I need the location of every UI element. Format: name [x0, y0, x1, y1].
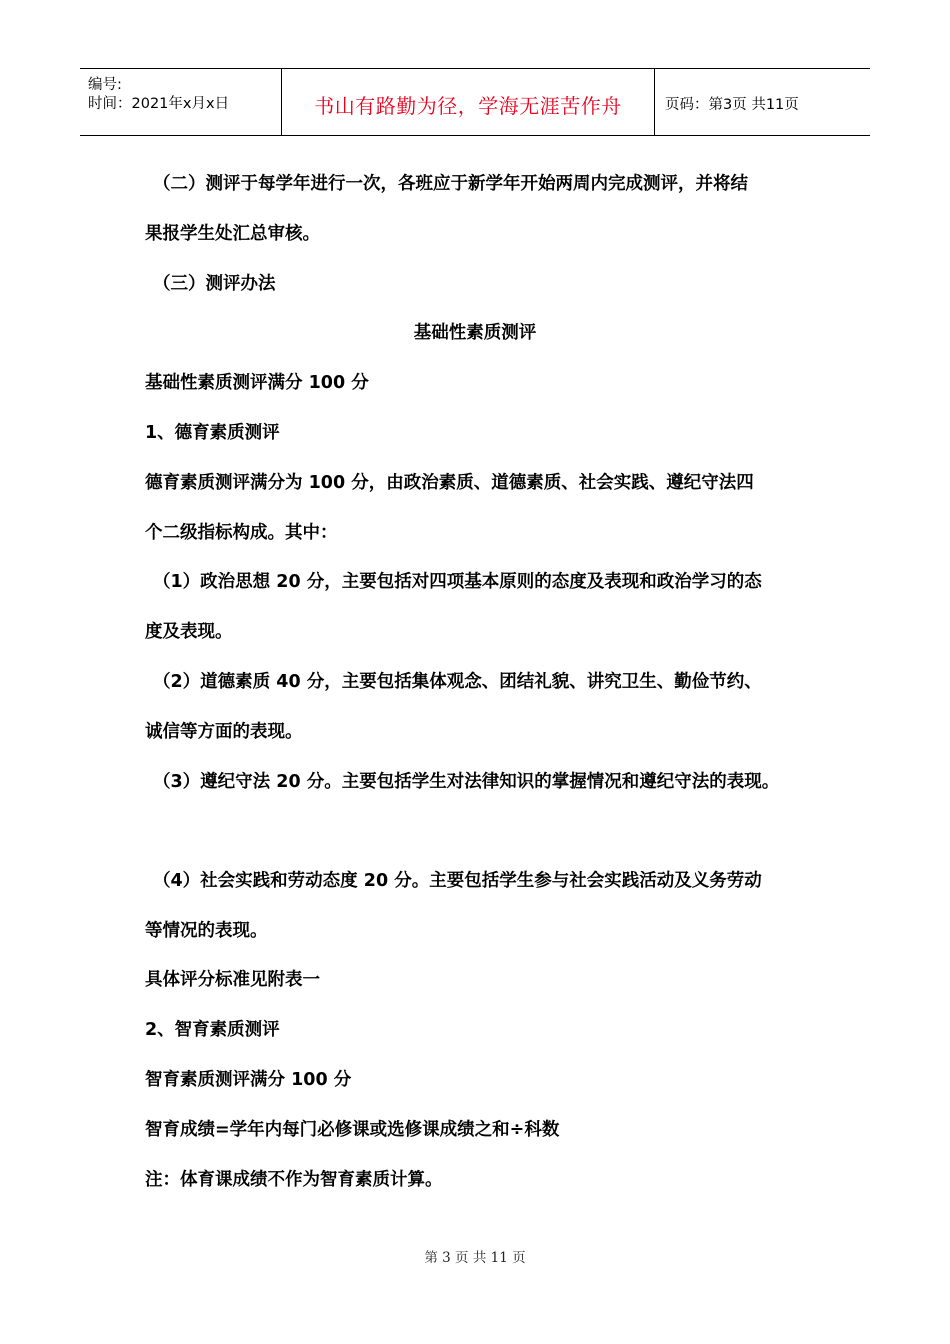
- paragraph-line: （2）道德素质 40 分，主要包括集体观念、团结礼貌、讲究卫生、勤俭节约、: [153, 672, 762, 692]
- header-meta-cell: [80, 69, 282, 135]
- paragraph-line: （二）测评于每学年进行一次，各班应于新学年开始两周内完成测评，并将结: [153, 174, 748, 194]
- motto-text: 书山有路勤为径，学海无涯苦作舟: [314, 93, 622, 118]
- serial-number-label: 编号:: [88, 77, 122, 93]
- paragraph-line: 注：体育课成绩不作为智育素质计算。: [145, 1170, 443, 1190]
- paragraph-line: 德育素质测评满分为 100 分，由政治素质、道德素质、社会实践、遵纪守法四: [145, 473, 754, 493]
- page-footer: 第 3 页 共 11 页: [424, 1250, 526, 1266]
- paragraph-line: 智育素质测评满分 100 分: [145, 1070, 352, 1090]
- section-heading: （三）测评办法: [153, 274, 276, 294]
- paragraph-line: 度及表现。: [145, 622, 233, 642]
- paragraph-line: 等情况的表现。: [145, 921, 268, 941]
- page-header: [80, 68, 870, 136]
- centered-heading: 基础性素质测评: [413, 323, 537, 343]
- paragraph-line: 个二级指标构成。其中：: [145, 523, 338, 543]
- paragraph-line: 果报学生处汇总审核。: [145, 224, 320, 244]
- paragraph-line: （4）社会实践和劳动态度 20 分。主要包括学生参与社会实践活动及义务劳动: [153, 871, 762, 891]
- header-page-cell: [655, 69, 870, 135]
- date-label: 时间：2021年x月x日: [88, 96, 230, 112]
- paragraph-line: （1）政治思想 20 分，主要包括对四项基本原则的态度及表现和政治学习的态: [153, 572, 762, 592]
- paragraph-line: （3）遵纪守法 20 分。主要包括学生对法律知识的掌握情况和遵纪守法的表现。: [153, 772, 780, 792]
- section-heading: 1、德育素质测评: [145, 423, 280, 443]
- paragraph-line: 诚信等方面的表现。: [145, 722, 303, 742]
- section-heading: 2、智育素质测评: [145, 1020, 280, 1040]
- paragraph-line: 基础性素质测评满分 100 分: [145, 373, 369, 393]
- paragraph-line: 智育成绩=学年内每门必修课或选修课成绩之和÷科数: [145, 1120, 560, 1140]
- paragraph-line: 具体评分标准见附表一: [145, 970, 320, 990]
- page-info-text: 页码：第3页 共11页: [665, 96, 799, 113]
- header-motto-cell: [282, 69, 655, 135]
